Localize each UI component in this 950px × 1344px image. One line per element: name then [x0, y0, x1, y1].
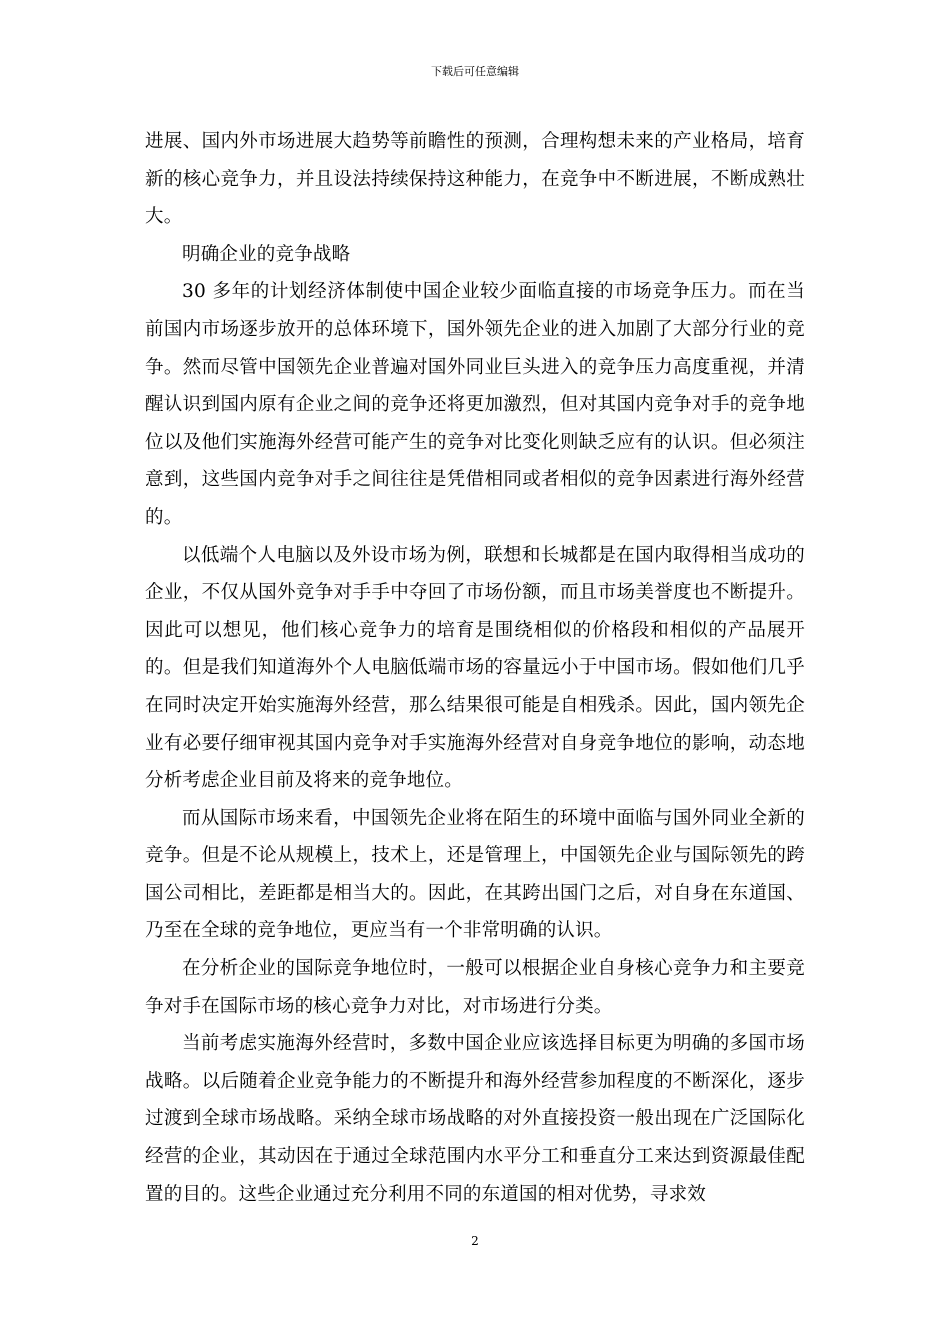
document-body: [145, 123, 805, 1213]
paragraph: 在分析企业的国际竞争地位时，一般可以根据企业自身核心竞争力和主要竞争对手在国际市场的核心竞争力对比，对市场进行分类。: [145, 958, 805, 1017]
section-heading: 明确企业的竞争战略: [182, 243, 351, 265]
paragraph: 而从国际市场来看，中国领先企业将在陌生的环境中面临与国外同业全新的竞争。但是不论从规模上，技术上，还是管理上，中国领先企业与国际领先的跨国公司相比，差距都是相当大的。因此，在其跨出国门之后，对自身在东道国、乃至在全球的竞争地位，更应当有一个非常明确的认识。: [145, 807, 805, 942]
paragraph: 30 多年的计划经济体制使中国企业较少面临直接的市场竞争压力。而在当前国内市场逐步放开的总体环境下，国外领先企业的进入加剧了大部分行业的竞争。然而尽管中国领先企业普遍对国外同业巨头进入的竞争压力高度重视，并清醒认识到国内原有企业之间的竞争还将更加激烈，但对其国内竞争对手的竞争地位以及他们实施海外经营可能产生的竞争对比变化则缺乏应有的认识。但必须注意到，这些国内竞争对手之间往往是凭借相同或者相似的竞争因素进行海外经营的。: [145, 281, 805, 528]
page-number: 2: [471, 1234, 479, 1248]
page-header-note: 下载后可任意编辑: [431, 65, 519, 78]
paragraph-continuation: 进展、国内外市场进展大趋势等前瞻性的预测，合理构想未来的产业格局，培育新的核心竞争力，并且设法持续保持这种能力，在竞争中不断进展，不断成熟壮大。: [145, 131, 805, 228]
paragraph: 以低端个人电脑以及外设市场为例，联想和长城都是在国内取得相当成功的企业，不仅从国外竞争对手手中夺回了市场份额，而且市场美誉度也不断提升。因此可以想见，他们核心竞争力的培育是围绕相似的价格段和相似的产品展开的。但是我们知道海外个人电脑低端市场的容量远小于中国市场。假如他们几乎在同时决定开始实施海外经营，那么结果很可能是自相残杀。因此，国内领先企业有必要仔细审视其国内竞争对手实施海外经营对自身竞争地位的影响，动态地分析考虑企业目前及将来的竞争地位。: [145, 544, 805, 792]
paragraph: 当前考虑实施海外经营时，多数中国企业应该选择目标更为明确的多国市场战略。以后随着企业竞争能力的不断提升和海外经营参加程度的不断深化，逐步过渡到全球市场战略。采纳全球市场战略的对外直接投资一般出现在广泛国际化经营的企业，其动因在于通过全球范围内水平分工和垂直分工来达到资源最佳配置的目的。这些企业通过充分利用不同的东道国的相对优势，寻求效: [145, 1033, 805, 1205]
